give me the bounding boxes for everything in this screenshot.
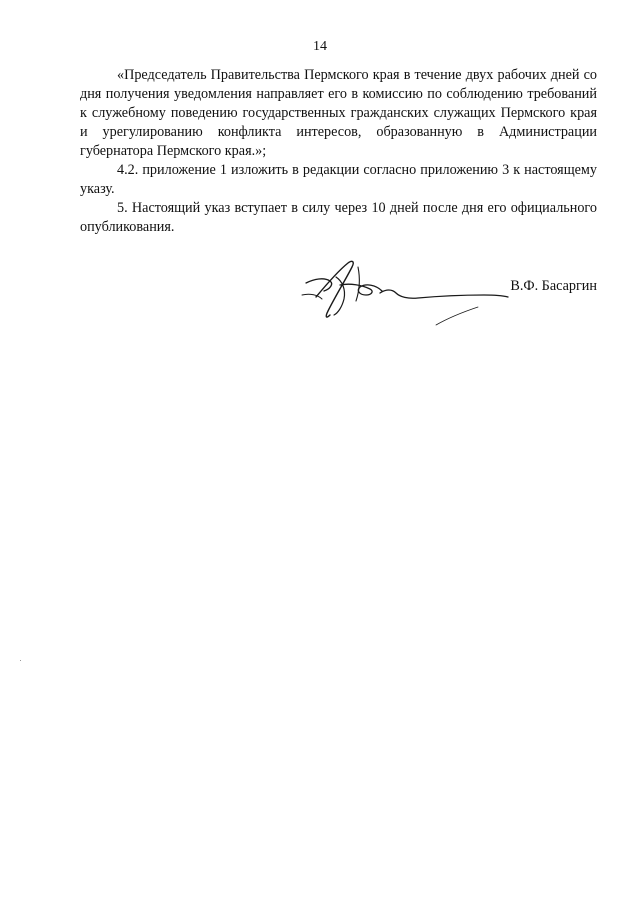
page-number: 14 — [313, 39, 327, 54]
paragraph-appendix-amendment: 4.2. приложение 1 изложить в редакции согласно приложению 3 к настоящему указу. — [80, 162, 597, 197]
signer-name: В.Ф. Басаргин — [510, 278, 597, 294]
handwritten-signature — [300, 255, 510, 330]
paragraph-chairman-commission: «Председатель Правительства Пермского края в течение двух рабочих дней со дня получения уведомления направляет его в комиссию по соблюдению требований к служебному поведению государственных гражданских служащих Пермского края и урегулированию конфликта интересов, образованную в Администрации губернатора Пермского края.»; — [80, 67, 597, 159]
scan-speck — [20, 660, 21, 661]
document-body — [80, 66, 597, 237]
signature-block — [300, 255, 600, 330]
paragraph-entry-into-force: 5. Настоящий указ вступает в силу через 10 дней после дня его официального опубликования. — [80, 200, 597, 235]
